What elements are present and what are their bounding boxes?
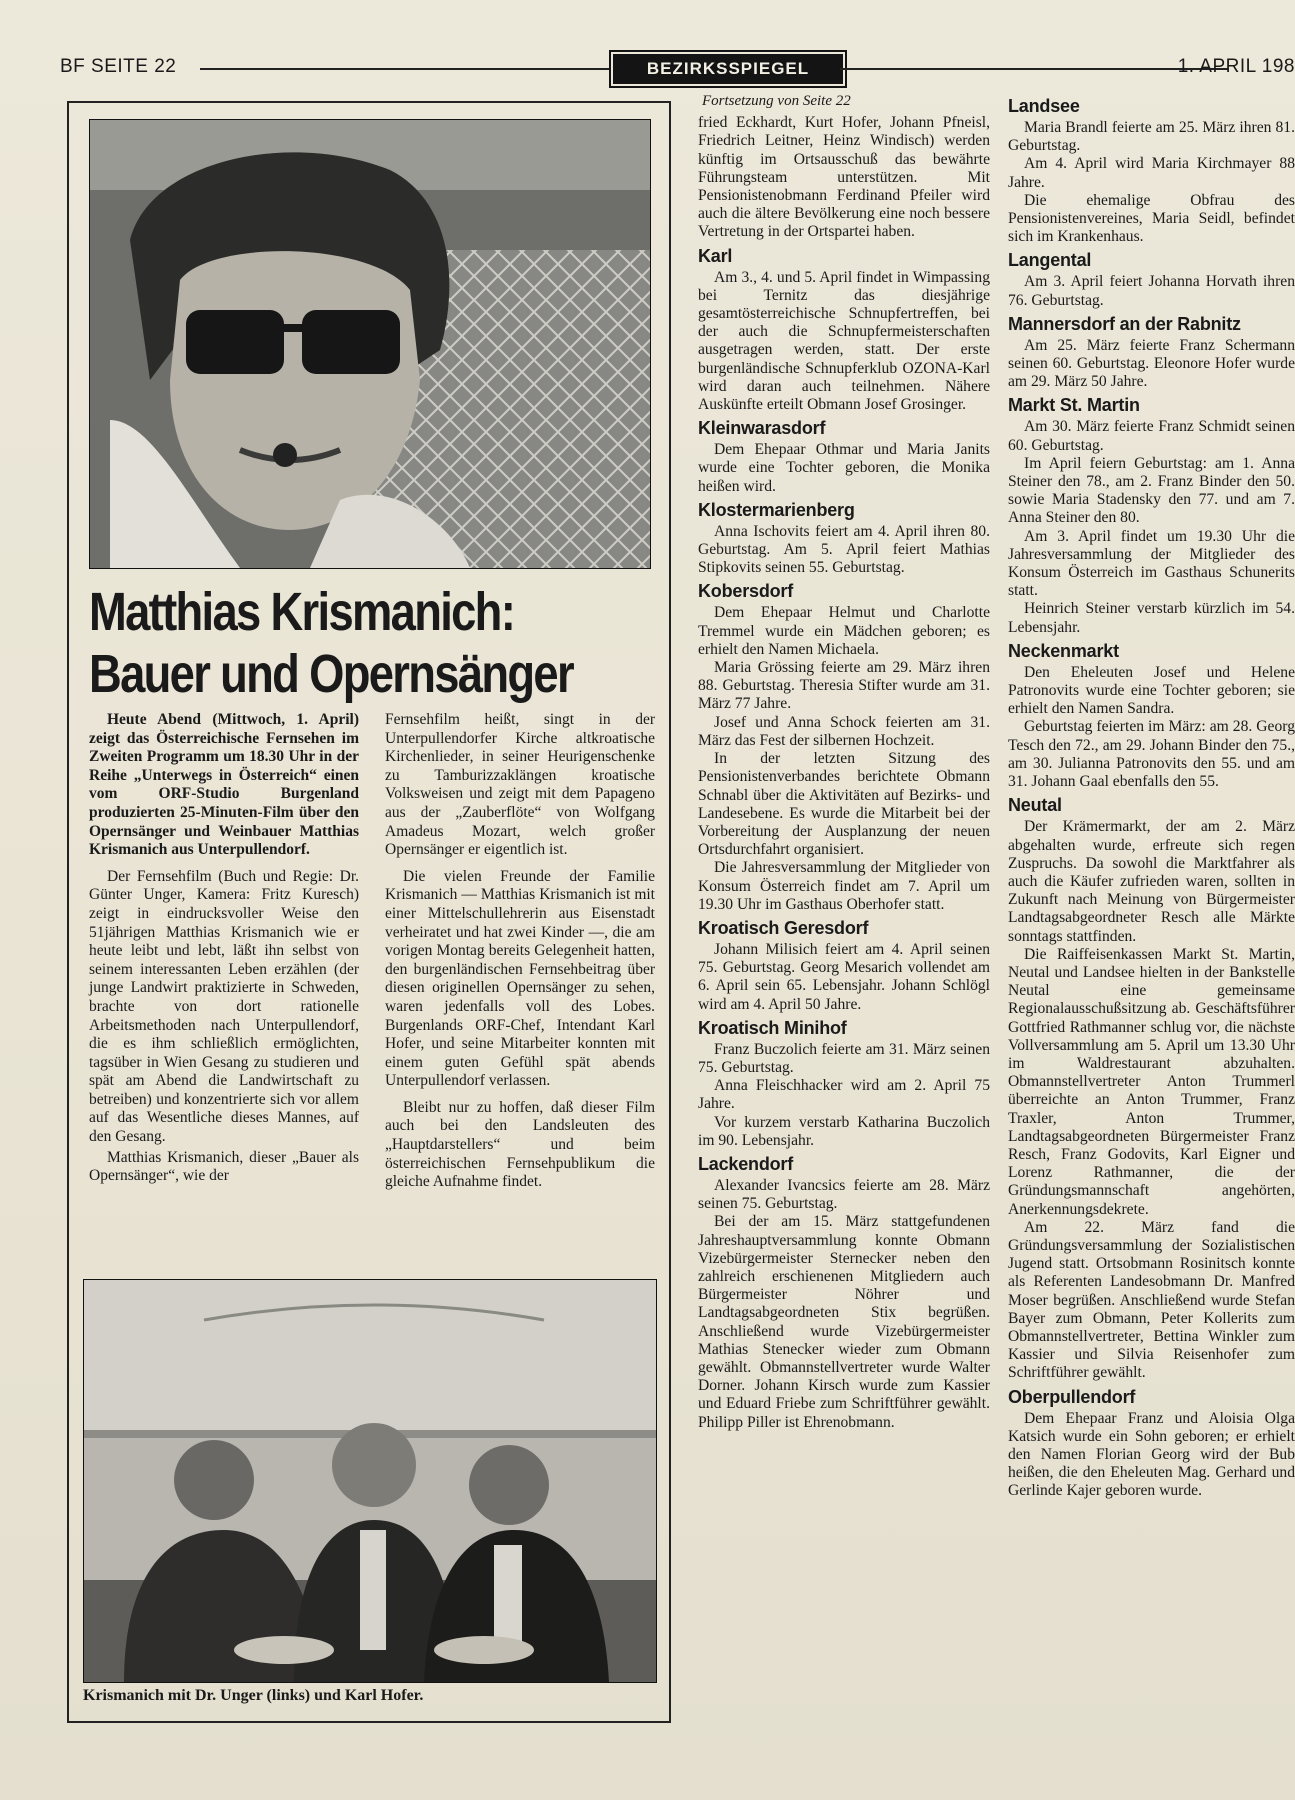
- section-heading-neutal: Neutal: [1008, 795, 1062, 816]
- article-body: [89, 711, 655, 1271]
- continued-paragraph: fried Eckhardt, Kurt Hofer, Johann Pfneisl, Friedrich Leitner, Heinz Windisch) werden künftig im Ortsausschuß das bewährte Führungsteam unterstützen. Mit Pensionistenobmann Ferdinand Pfeiler wird auch die ältere Bevölkerung eine noch bessere Vertretung in der Ortspartei haben.: [698, 114, 990, 241]
- local-news-column-right: [1008, 92, 1295, 1752]
- news-paragraph: Im April feiern Geburtstag: am 1. Anna Steiner den 78., am 2. Franz Binder den 50. sowie Maria Stadensky den 77. und am 7. Anna Steiner den 80.: [1008, 454, 1295, 527]
- page-number-label: BF SEITE 22: [60, 56, 177, 77]
- news-paragraph: Am 3. April findet um 19.30 Uhr die Jahresversammlung der Mitglieder des Konsum Österreich im Gasthaus Schunerits statt.: [1008, 527, 1295, 600]
- article-paragraph: Die vielen Freunde der Familie Krismanich — Matthias Krismanich ist mit einer Mittelschullehrerin aus Eisenstadt verheiratet und hat zwei Kinder —, die am vorigen Montag bereits Gelegenheit hatten, den burgenländischen Fernsehbeitrag über diesen originellen Opernsänger zu sehen, waren jedenfalls voll des Lobes. Burgenlands ORF-Chef, Intendant Karl Hofer, und seine Mitarbeiter konnten mit einem guten Gefühl spät abends Unterpullendorf verlassen.: [385, 867, 655, 1090]
- section-heading-kleinwarasdorf: Kleinwarasdorf: [698, 418, 826, 439]
- section-heading-oberpullendorf: Oberpullendorf: [1008, 1386, 1136, 1407]
- news-paragraph: Maria Grössing feierte am 29. März ihren 88. Geburtstag. Theresia Stifter wurde am 31. März 77 Jahre.: [698, 659, 990, 713]
- continued-note: Fortsetzung von Seite 22: [702, 93, 851, 109]
- news-paragraph: Den Eheleuten Josef und Helene Patronovits wurde eine Tochter geboren; sie erhielt den Namen Sandra.: [1008, 663, 1295, 718]
- headline-line-1: Matthias Krismanich:: [89, 582, 515, 642]
- section-heading-mannersdorf: Mannersdorf an der Rabnitz: [1008, 313, 1241, 334]
- article-paragraph: Fernsehfilm heißt, singt in der Unterpullendorfer Kirche altkroatische Kirchenlieder, in seiner Heurigenschenke zu Tamburizzaklängen kroatische Volksweisen und zeigt mit dem Papageno aus der „Zauberflöte“ von Wolfgang Amadeus Mozart, welch großer Opernsänger er eigentlich ist.: [385, 711, 655, 859]
- issue-date: 1. APRIL 198: [1177, 56, 1295, 77]
- local-news-column-middle: [698, 92, 990, 1432]
- news-paragraph: Am 22. März fand die Gründungsversammlung der Sozialistischen Jugend statt. Ortsobmann Rosinitsch konnte als Referenten Landesobmann Dr. Manfred Moser begrüßen. Anschließend wurde Stefan Bayer zum Obmann, Peter Kollerits zum Obmannstellvertreter, Bettina Winkler zum Kassier und Silvia Reisenhofer zum Schriftführer gewählt.: [1008, 1218, 1295, 1382]
- section-heading-kroatisch-geresdorf: Kroatisch Geresdorf: [698, 917, 869, 938]
- portrait-photo: [89, 119, 651, 569]
- section-heading-klostermarienberg: Klostermarienberg: [698, 499, 855, 520]
- feature-article-box: [67, 101, 671, 1723]
- headline-line-2: Bauer und Opernsänger: [89, 644, 573, 704]
- section-heading-landsee: Landsee: [1008, 96, 1080, 116]
- news-paragraph: Bei der am 15. März stattgefundenen Jahreshauptversammlung konnte Obmann Vizebürgermeister Sternecker neben den zahlreich erschienenen Mitgliedern auch Bürgermeister Nöhrer und Landtagsabgeordneten Stix begrüßen. Anschließend wurde Vizebürgermeister Mathias Stenecker wieder zum Obmann gewählt. Obmannstellvertreter wurde Walter Dorner. Johann Kirsch wurde zum Kassier und Eduard Friebe zum Schriftführer gewählt. Philipp Piller ist Ehrenobmann.: [698, 1213, 990, 1431]
- article-column-1: [89, 711, 359, 1186]
- news-paragraph: Josef und Anna Schock feierten am 31. März das Fest der silbernen Hochzeit.: [698, 713, 990, 749]
- section-heading-neckenmarkt: Neckenmarkt: [1008, 640, 1119, 661]
- news-paragraph: Anna Fleischhacker wird am 2. April 75 Jahre.: [698, 1077, 990, 1113]
- news-paragraph: In der letzten Sitzung des Pensionistenverbandes berichtete Obmann Schnabl über die Aktivitäten auf Bezirks- und Landesebene. Es wurde die Mitarbeit bei der Vorbereitung der Ausplanzung der neuen Ortsdurchfahrt organisiert.: [698, 750, 990, 859]
- news-paragraph: Die Jahresversammlung der Mitglieder von Konsum Österreich findet am 7. April um 19.30 Uhr im Gasthaus Oberhofer statt.: [698, 859, 990, 913]
- article-column-2: [385, 711, 655, 1192]
- news-paragraph: Der Krämermarkt, der am 2. März abgehalten wurde, erfreute sich regen Zuspruchs. Da sowohl die Marktfahrer als auch die Käufer zufrieden waren, sollten in Zukunft nach Meinung von Bürgermeister Landtagsabgeordneter Resch alle Märkte sonntags stattfinden.: [1008, 818, 1295, 945]
- news-paragraph: Vor kurzem verstarb Katharina Buczolich im 90. Lebensjahr.: [698, 1113, 990, 1149]
- news-paragraph: Am 4. April wird Maria Kirchmayer 88 Jahre.: [1008, 155, 1295, 191]
- section-heading-markt-st-martin: Markt St. Martin: [1008, 395, 1140, 416]
- article-headline: [89, 581, 573, 705]
- news-paragraph: Geburtstag feierten im März: am 28. Georg Tesch den 72., am 29. Johann Binder den 75., am 30. Julianna Patronovits den 55. und am 31. Johann Gaal ebenfalls den 55.: [1008, 718, 1295, 791]
- news-paragraph: Maria Brandl feierte am 25. März ihren 81. Geburtstag.: [1008, 119, 1295, 155]
- article-paragraph: Bleibt nur zu hoffen, daß dieser Film auch bei den Landsleuten des „Hauptdarstellers“ und beim österreichischen Fernsehpublikum die gleiche Aufnahme findet.: [385, 1098, 655, 1191]
- news-paragraph: Dem Ehepaar Othmar und Maria Janits wurde eine Tochter geboren, die Monika heißen wird.: [698, 441, 990, 495]
- news-paragraph: Franz Buczolich feierte am 31. März seinen 75. Geburtstag.: [698, 1040, 990, 1076]
- news-paragraph: Johann Milisich feiert am 4. April seinen 75. Geburtstag. Georg Mesarich vollendet am 6. April sein 65. Lebensjahr. Johann Schlögl wird am 4. April 50 Jahre.: [698, 940, 990, 1013]
- section-heading-langental: Langental: [1008, 250, 1092, 271]
- section-label: BEZIRKSSPIEGEL: [613, 54, 843, 84]
- group-photo: [83, 1279, 657, 1683]
- section-heading-kobersdorf: Kobersdorf: [698, 581, 794, 602]
- article-paragraph: Matthias Krismanich, dieser „Bauer als Opernsänger“, wie der: [89, 1148, 359, 1185]
- news-paragraph: Dem Ehepaar Franz und Aloisia Olga Katsich wurde ein Sohn geboren; er erhielt den Namen Florian Georg wird der Bub heißen, die den Eheleuten Mag. Gerhard und Gerlinde Kajer geboren wurde.: [1008, 1409, 1295, 1500]
- news-paragraph: Am 30. März feierte Franz Schmidt seinen 60. Geburtstag.: [1008, 418, 1295, 454]
- header-rule-right: [840, 68, 1228, 70]
- article-lead: Heute Abend (Mittwoch, 1. April) zeigt das Österreichische Fernsehen im Zweiten Programm um 18.30 Uhr in der Reihe „Unterwegs in Österreich“ einen vom ORF-Studio Burgenland produzierten 25-Minuten-Film über den Opernsänger und Weinbauer Matthias Krismanich aus Unterpullendorf.: [89, 711, 359, 859]
- news-paragraph: Dem Ehepaar Helmut und Charlotte Tremmel wurde ein Mädchen geboren; es erhielt den Namen Michaela.: [698, 604, 990, 658]
- news-paragraph: Die ehemalige Obfrau des Pensionistenvereines, Maria Seidl, befindet sich im Krankenhaus.: [1008, 191, 1295, 246]
- article-paragraph: Der Fernsehfilm (Buch und Regie: Dr. Günter Unger, Kamera: Fritz Kuresch) zeigt in eindrucksvoller Weise den 51jährigen Matthias Krismanich wie er heute leibt und lebt, läßt ihn selbst von seinem interessanten Leben erzählen (der junge Landwirt praktizierte in Schweden, brachte von dort rationelle Arbeitsmethoden nach Unterpullendorf, die es ihm schließlich ermöglichten, tagsüber in Wien Gesang zu studieren und spät am Abend die Landwirtschaft zu betreiben) und konzentrierte sich vor allem auf das Wesentliche dieses Mannes, auf den Gesang.: [89, 867, 359, 1146]
- news-paragraph: Alexander Ivancsics feierte am 28. März seinen 75. Geburtstag.: [698, 1176, 990, 1213]
- news-paragraph: Heinrich Steiner verstarb kürzlich im 54. Lebensjahr.: [1008, 600, 1295, 636]
- news-paragraph: Anna Ischovits feiert am 4. April ihren 80. Geburtstag. Am 5. April feiert Mathias Stipkovits seinen 55. Geburtstag.: [698, 522, 990, 577]
- news-paragraph: Am 25. März feierte Franz Schermann seinen 60. Geburtstag. Eleonore Hofer wurde am 29. März 50 Jahre.: [1008, 336, 1295, 391]
- section-heading-lackendorf: Lackendorf: [698, 1153, 794, 1174]
- news-paragraph: Am 3. April feiert Johanna Horvath ihren 76. Geburtstag.: [1008, 273, 1295, 309]
- news-paragraph: Am 3., 4. und 5. April findet in Wimpassing bei Ternitz das diesjährige gesamtösterreichische Schnupfertreffen, bei der auch die Schnupfermeisterschaften ausgetragen werden, statt. Der erste burgenländische Schnupferklub OZONA-Karl wird daran auch teilnehmen. Nähere Auskünfte erteilt Obmann Josef Grosinger.: [698, 268, 990, 414]
- section-heading-karl: Karl: [698, 245, 733, 266]
- news-paragraph: Die Raiffeisenkassen Markt St. Martin, Neutal und Landsee hielten in der Bankstelle Neutal eine gemeinsame Regionalausschußsitzung ab. Geschäftsführer Gottfried Rathmanner schlug vor, die nächste Vollversammlung am 5. April um 13.30 Uhr im Waldrestaurant abzuhalten. Obmannstellvertreter Anton Trummerl überreichte an Anton Trummer, Franz Traxler, Anton Trummer, Landtagsabgeordneten Bürgermeister Franz Resch, Franz Godovits, Karl Eigner und Lorenz Rathmanner, die der Gründungsmannschaft angehörten, Anerkennungsdekrete.: [1008, 945, 1295, 1218]
- page-header: [60, 52, 1295, 84]
- header-rule-left: [200, 68, 610, 70]
- photo-caption: Krismanich mit Dr. Unger (links) und Karl Hofer.: [83, 1687, 424, 1704]
- section-heading-kroatisch-minihof: Kroatisch Minihof: [698, 1017, 847, 1038]
